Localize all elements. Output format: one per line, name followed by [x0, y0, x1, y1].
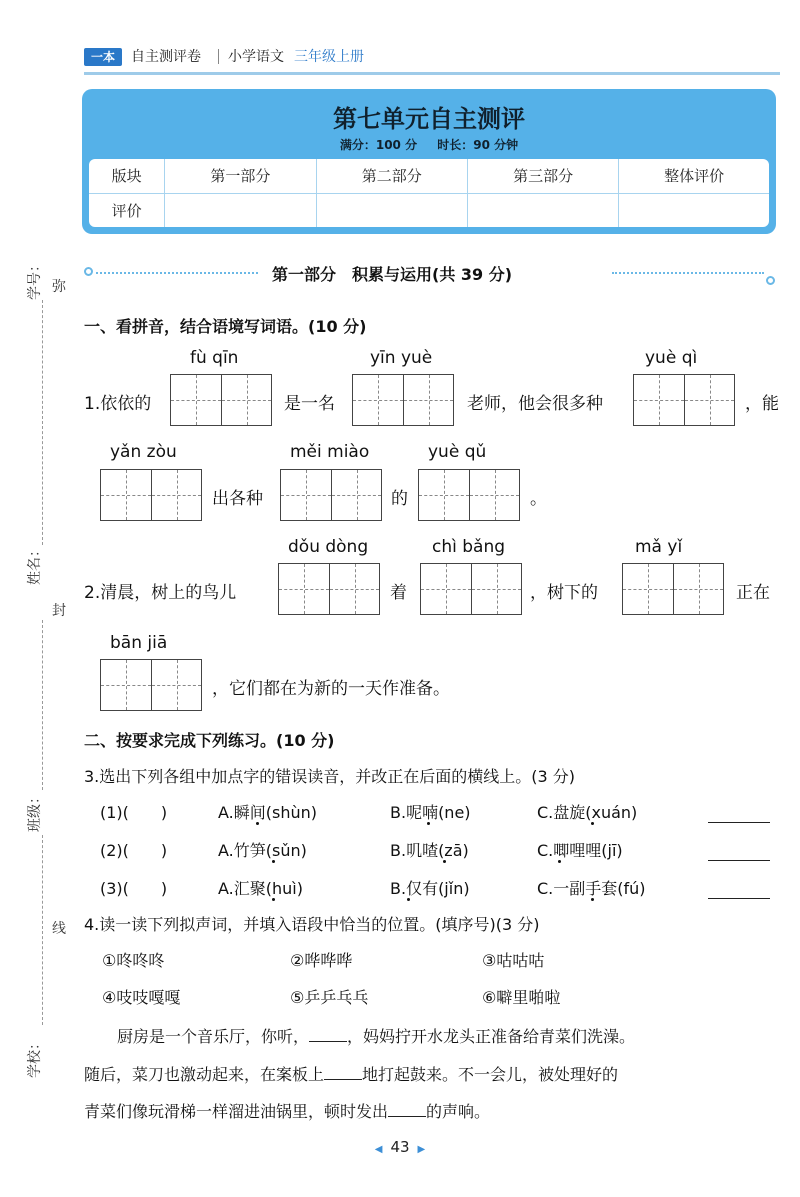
emphasis-dot	[443, 860, 446, 863]
q2-heading: 二、按要求完成下列练习。(10 分)	[84, 731, 335, 750]
answer-bracket[interactable]: (2)( )	[100, 841, 168, 860]
seal-char-feng: 封	[52, 603, 66, 619]
emphasis-dot	[558, 860, 561, 863]
paragraph-text: 的声响。	[426, 1102, 491, 1121]
sentence-text: 。	[530, 489, 547, 509]
option-a: A.竹笋(sǔn)	[218, 841, 307, 860]
score-cell[interactable]	[316, 193, 467, 227]
sentence-text: ，能	[745, 394, 779, 414]
onomatopoeia-option: ②哗哗哗	[290, 951, 353, 970]
onomatopoeia-option: ④吱吱嘎嘎	[102, 988, 181, 1007]
sentence-text: 着	[390, 583, 407, 603]
answer-blank[interactable]	[708, 898, 770, 899]
full-score: 满分：100 分	[339, 138, 418, 152]
subject-label: 小学语文	[228, 49, 284, 65]
table-row-label: 评价	[89, 193, 165, 227]
sentence-text: ，树下的	[530, 583, 598, 603]
onomatopoeia-option: ③咕咕咕	[482, 951, 545, 970]
brand-name: 自主测评卷	[131, 49, 201, 65]
fill-blank[interactable]	[309, 1041, 347, 1042]
paragraph-line	[84, 1062, 618, 1085]
pinyin: bān jiā	[110, 633, 168, 653]
table-header: 第一部分	[165, 159, 316, 193]
table-header: 版块	[89, 159, 165, 193]
name-label: 姓名：	[27, 543, 43, 585]
emphasis-dot	[591, 822, 594, 825]
page-number-value: 43	[390, 1138, 410, 1156]
q3-text: 3.选出下列各组中加点字的错误读音，并改正在后面的横线上。(3 分)	[84, 767, 576, 786]
option-a: A.瞬间(shùn)	[218, 803, 317, 822]
header-divider	[84, 72, 780, 75]
q1-heading: 一、看拼音，结合语境写词语。(10 分)	[84, 317, 367, 336]
writing-grid[interactable]	[100, 659, 202, 711]
writing-grid[interactable]	[633, 374, 735, 426]
option-c: C.唧哩哩(jī)	[537, 841, 623, 860]
pinyin: yuè qǔ	[428, 442, 487, 462]
writing-grid[interactable]	[420, 563, 522, 615]
option-c: C.一副手套(fú)	[537, 879, 646, 898]
answer-blank[interactable]	[708, 860, 770, 861]
brand-logo: 一本	[84, 48, 122, 66]
option-b: B.叽喳(zā)	[390, 841, 469, 860]
sentence-text: 的	[391, 489, 408, 509]
header-separator	[218, 49, 219, 64]
q4-text: 4.读一读下列拟声词，并填入语段中恰当的位置。(填序号)(3 分)	[84, 915, 540, 934]
emphasis-dot	[591, 898, 594, 901]
page-title: 第七单元自主测评	[333, 105, 525, 133]
section-line-right	[612, 272, 764, 274]
writing-grid[interactable]	[170, 374, 272, 426]
sentence-text: 正在	[736, 583, 770, 603]
score-cell[interactable]	[467, 193, 618, 227]
answer-bracket[interactable]: (3)( )	[100, 879, 168, 898]
emphasis-dot	[407, 898, 410, 901]
writing-grid[interactable]	[418, 469, 520, 521]
emphasis-dot	[256, 822, 259, 825]
sentence-text: 是一名	[284, 394, 335, 414]
emphasis-dot	[427, 822, 430, 825]
option-b: B.呢喃(ne)	[390, 803, 471, 822]
paragraph-text: 随后，菜刀也激动起来，在案板上	[84, 1065, 325, 1084]
margin-dashed-line	[42, 300, 43, 545]
option-b: B.仅有(jǐn)	[390, 879, 470, 898]
section-title: 第一部分 积累与运用(共 39 分)	[272, 265, 513, 284]
triangle-left-icon: ◀	[374, 1144, 383, 1155]
writing-grid[interactable]	[352, 374, 454, 426]
answer-bracket[interactable]: (1)( )	[100, 803, 168, 822]
writing-grid[interactable]	[622, 563, 724, 615]
score-cell[interactable]	[165, 193, 316, 227]
fill-blank[interactable]	[324, 1079, 362, 1080]
paragraph-line	[84, 1099, 490, 1122]
pinyin: dǒu dòng	[288, 537, 369, 557]
paragraph-text: ，妈妈拧开水龙头正准备给青菜们洗澡。	[347, 1027, 636, 1046]
answer-blank[interactable]	[708, 822, 770, 823]
sentence-text: ，它们都在为新的一天作准备。	[212, 679, 450, 699]
writing-grid[interactable]	[280, 469, 382, 521]
seal-char-xian: 线	[52, 921, 66, 937]
option-a: A.汇聚(huì)	[218, 879, 303, 898]
pinyin: chì bǎng	[432, 537, 506, 557]
sentence-text: 2.清晨，树上的鸟儿	[84, 583, 237, 603]
margin-dashed-line	[42, 835, 43, 1025]
score-table	[89, 159, 769, 227]
sentence-text: 1.依依的	[84, 394, 152, 414]
sentence-text: 出各种	[212, 489, 263, 509]
emphasis-dot	[272, 898, 275, 901]
fill-blank[interactable]	[388, 1116, 426, 1117]
page-number	[0, 1138, 800, 1156]
paragraph-text: 厨房是一个音乐厅，你听，	[117, 1027, 310, 1046]
option-c: C.盘旋(xuán)	[537, 803, 638, 822]
exam-info	[82, 136, 776, 153]
section-line-left	[96, 272, 258, 274]
grade-label: 三年级上册	[294, 49, 364, 65]
table-header: 第三部分	[467, 159, 618, 193]
pinyin: mǎ yǐ	[635, 537, 683, 557]
seal-char-mi: 弥	[52, 279, 66, 295]
onomatopoeia-option: ①咚咚咚	[102, 951, 165, 970]
pinyin: yīn yuè	[370, 348, 433, 368]
section-dot	[84, 267, 93, 276]
paragraph-text: 地打起鼓来。不一会儿，被处理好的	[362, 1065, 619, 1084]
pinyin: fù qīn	[190, 348, 239, 368]
paragraph-line	[117, 1024, 635, 1047]
writing-grid[interactable]	[100, 469, 202, 521]
duration: 时长：90 分钟	[437, 138, 519, 152]
pinyin: měi miào	[290, 442, 370, 462]
emphasis-dot	[272, 860, 275, 863]
paragraph-text: 青菜们像玩滑梯一样溜进油锅里，顿时发出	[84, 1102, 389, 1121]
score-cell[interactable]	[619, 193, 769, 227]
class-label: 班级：	[27, 790, 43, 832]
section-dot	[766, 276, 775, 285]
title-panel	[82, 89, 776, 234]
onomatopoeia-option: ⑤乒乒乓乓	[290, 988, 369, 1007]
onomatopoeia-option: ⑥噼里啪啦	[482, 988, 561, 1007]
sentence-text: 老师，他会很多种	[467, 394, 603, 414]
table-header: 整体评价	[619, 159, 769, 193]
margin-dashed-line	[42, 620, 43, 790]
table-header: 第二部分	[316, 159, 467, 193]
pinyin: yuè qì	[645, 348, 698, 368]
triangle-right-icon: ▶	[417, 1144, 426, 1155]
student-id-label: 学号：	[27, 258, 43, 300]
writing-grid[interactable]	[278, 563, 380, 615]
school-label: 学校：	[27, 1036, 43, 1078]
pinyin: yǎn zòu	[110, 442, 177, 462]
